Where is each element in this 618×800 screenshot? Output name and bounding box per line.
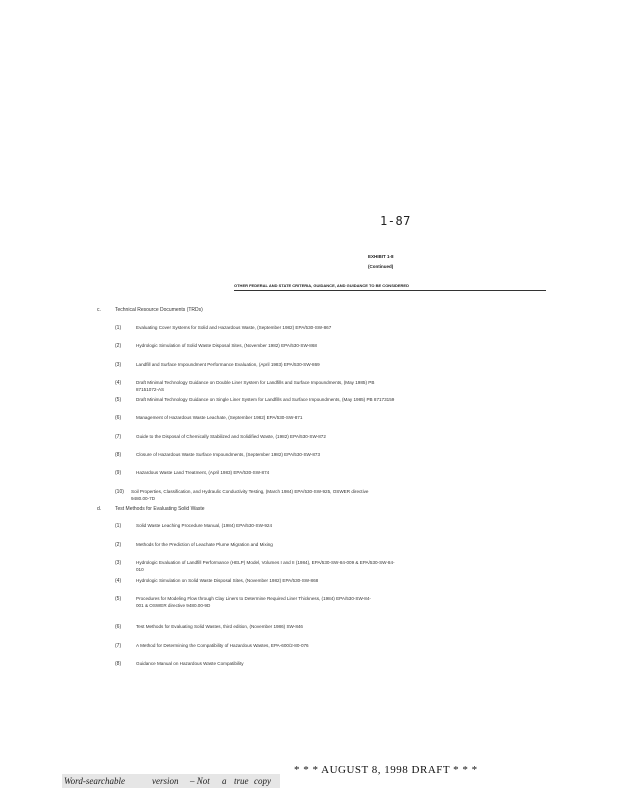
list-item: Guide to the Disposal of Chemically Stabilized and Solidified Waste, (1982) EPA/530-SW-872: [136, 434, 326, 439]
draft-date-notice: * * * AUGUST 8, 1998 DRAFT * * *: [294, 764, 478, 776]
list-item: Solid Waste Leaching Procedure Manual, (1984) EPA/530-SW-924: [136, 523, 273, 528]
section-d-label: d.: [97, 506, 102, 512]
list-item-number: (2): [115, 542, 122, 548]
list-item: Hazardous Waste Land Treatment, (April 1983) EPA/530-SW-874: [136, 470, 270, 475]
list-item: Guidance Manual on Hazardous Waste Compatibility: [136, 661, 244, 666]
list-item-number: (10): [115, 489, 124, 495]
list-item: Hydrologic Evaluation of Landfill Performance (HELP) Model, Volumes I and II (1984), EPA/530-SW-84-009 & EPA/530-SW-84-010: [136, 560, 395, 572]
list-item: Methods for the Prediction of Leachate Plume Migration and Mixing: [136, 542, 273, 547]
list-item: Procedures for Modeling Flow through Clay Liners to Determine Required Liner Thickness, (1984) EPA/530-SW-84-001 & OSWER directive 9480.00-9D: [136, 596, 371, 608]
list-item: Draft Minimal Technology Guidance on Double Liner System for Landfills and Surface Impoundments, (May 1985) PB 87151072-AS: [136, 380, 375, 392]
notice-word: a: [222, 776, 227, 786]
section-c-title: Technical Resource Documents (TRDs): [115, 307, 203, 313]
list-item-number: (5): [115, 596, 122, 602]
list-item-number: (3): [115, 362, 122, 368]
list-item-number: (5): [115, 397, 122, 403]
notice-word: true: [234, 776, 249, 786]
section-heading: OTHER FEDERAL AND STATE CRITERIA, GUIDANCE, AND GUIDANCE TO BE CONSIDERED: [234, 283, 546, 291]
list-item: Landfill and Surface Impoundment Performance Evaluation, (April 1983) EPA/530-SW-869: [136, 362, 320, 367]
page-number: 1-87: [380, 214, 411, 228]
section-c-label: c.: [97, 307, 101, 313]
list-item: Evaluating Cover Systems for Solid and Hazardous Waste, (September 1982) EPA/530-SW-867: [136, 325, 332, 330]
notice-word: Word-searchable: [64, 776, 125, 786]
list-item: A Method for Determining the Compatibility of Hazardous Wastes, EPA-600/2-80-076: [136, 643, 309, 648]
list-item-number: (1): [115, 523, 122, 529]
notice-word: version: [152, 776, 179, 786]
section-d-title: Test Methods for Evaluating Solid Waste: [115, 506, 205, 512]
list-item-number: (7): [115, 643, 122, 649]
exhibit-status: (Continued): [368, 264, 394, 269]
list-item-number: (3): [115, 560, 122, 566]
list-item-number: (4): [115, 380, 122, 386]
list-item: Draft Minimal Technology Guidance on Single Liner System for Landfills and Surface Impoundments, (May 1985) PB 87173159: [136, 397, 395, 402]
exhibit-title: EXHIBIT 1-8: [368, 254, 394, 259]
list-item-number: (1): [115, 325, 122, 331]
list-item-number: (6): [115, 415, 122, 421]
list-item-number: (9): [115, 470, 122, 476]
list-item-number: (8): [115, 452, 122, 458]
list-item-number: (4): [115, 578, 122, 584]
list-item: Test Methods for Evaluating Solid Wastes, third edition, (November 1986) SW-846: [136, 624, 303, 629]
list-item-number: (2): [115, 343, 122, 349]
notice-word: copy: [254, 776, 271, 786]
list-item-number: (6): [115, 624, 122, 630]
list-item: Hydrologic Simulation of Solid Waste Disposal Sites, (November 1982) EPA/530-SW-868: [136, 343, 317, 348]
list-item: Closure of Hazardous Waste Surface Impoundments, (September 1982) EPA/530-SW-873: [136, 452, 321, 457]
list-item-number: (7): [115, 434, 122, 440]
list-item: Management of Hazardous Waste Leachate, (September 1982) EPA/530-SW-871: [136, 415, 303, 420]
exhibit-label: [368, 252, 394, 272]
list-item: Soil Properties, Classification, and Hydraulic Conductivity Testing, (March 1984) EPA/530-SW-925, OSWER directive 9480.00-7D: [131, 489, 369, 501]
searchable-version-notice: [62, 774, 280, 788]
list-item-number: (8): [115, 661, 122, 667]
list-item: Hydrologic Simulation on Solid Waste Disposal Sites, (November 1982) EPA/530-SW-868: [136, 578, 319, 583]
notice-word: – Not: [190, 776, 210, 786]
